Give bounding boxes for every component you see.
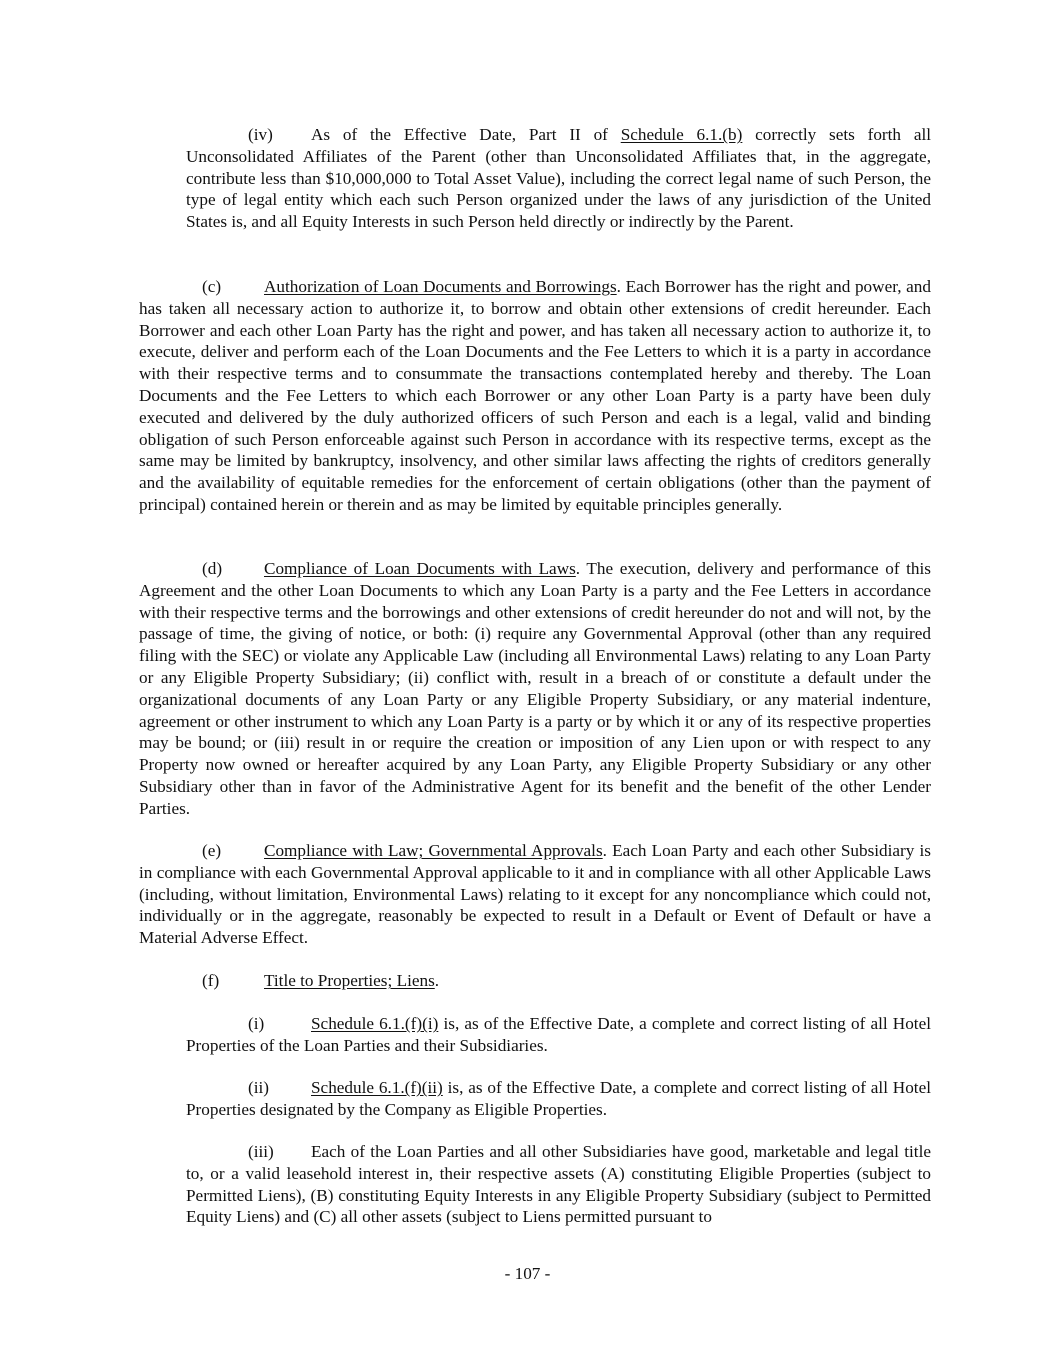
paragraph-text: Each of the Loan Parties and all other Subsidiaries have good, marketable and legal title to, or a valid leasehold interest in, their respective assets (A) constituting Eligible Properties (subject to Permitted Liens), (B) constituting Equity Interests in any Eligible Property Subsidiary (subject to Permitted Equity Liens) and (C) all other assets (subject to Liens permitted pursuant to xyxy=(186,1142,931,1227)
section-text: . Each Borrower has the right and power, and has taken all necessary action to authorize it, to borrow and obtain other extensions of credit hereunder. Each Borrower and each other Loan Party has the right and power, and has taken all necessary action to authorize it, to execute, deliver and perform each of the Loan Documents and the Fee Letters to which it is a party in accordance with their respective terms and to consummate the transactions contemplated hereby and thereby. The Loan Documents and the Fee Letters to which each Borrower or any other Loan Party is a party have been duly executed and delivered by the duly authorized officers of such Person and each is a legal, valid and binding obligation of such Person enforceable against such Person in accordance with its respective terms, except as the same may be limited by bankruptcy, insolvency, and other similar laws affecting the rights of creditors generally and the availability of equitable remedies for the enforcement of certain obligations (other than the payment of principal) contained herein or therein and as may be limited by equitable principles generally. xyxy=(139,277,931,514)
section-heading: Authorization of Loan Documents and Borrowings xyxy=(264,277,617,296)
paragraph-text: is, as of the Effective Date, a complete and correct listing of all Hotel Properties of the Loan Parties and their Subsidiaries. xyxy=(186,1014,931,1055)
section-heading: Compliance with Law; Governmental Approvals xyxy=(264,841,603,860)
section-e xyxy=(139,840,931,949)
section-text: . xyxy=(434,971,440,990)
schedule-reference: Schedule 6.1.(b) xyxy=(620,125,743,144)
paragraph-f-iii xyxy=(186,1141,931,1228)
section-c xyxy=(139,276,931,516)
paragraph-text: is, as of the Effective Date, a complete and correct listing of all Hotel Properties designated by the Company as Eligible Properties. xyxy=(186,1078,931,1119)
page-number: - 107 - xyxy=(504,1264,551,1283)
section-label: (d) xyxy=(202,559,223,578)
schedule-reference: Schedule 6.1.(f)(ii) xyxy=(311,1078,443,1097)
paragraph-f-ii xyxy=(186,1077,931,1121)
paragraph-label: (iv) xyxy=(248,125,273,144)
paragraph-label: (iii) xyxy=(248,1142,274,1161)
section-f xyxy=(139,970,931,992)
section-heading: Compliance of Loan Documents with Laws xyxy=(264,559,576,578)
section-text: . The execution, delivery and performance of this Agreement and the other Loan Documents to which any Loan Party is a party and the Fee Letters in accordance with their respective terms and the borrowings and other extensions of credit hereunder do not and will not, by the passage of time, the giving of notice, or both: (i) require any Governmental Approval (other than any required filing with the SEC) or violate any Applicable Law (including all Environmental Laws) relating to any Loan Party or any Eligible Property Subsidiary; (ii) conflict with, result in a breach of or constitute a default under the organizational documents of any Loan Party or any Eligible Property Subsidiary, or any material indenture, agreement or other instrument to which any Loan Party is a party or by which it or any of its respective properties may be bound; or (iii) result in or require the creation or imposition of any Lien upon or with respect to any Property now owned or hereafter acquired by any Loan Party, any Eligible Property Subsidiary or any other Subsidiary other than in favor of the Administrative Agent for its benefit and the benefit of the other Lender Parties. xyxy=(139,559,931,818)
section-d xyxy=(139,558,931,820)
section-heading: Title to Properties; Liens xyxy=(264,971,435,990)
section-text: . Each Loan Party and each other Subsidiary is in compliance with each Governmental Approval applicable to it and in compliance with all other Applicable Laws (including, without limitation, Environmental Laws) relating to it except for any noncompliance which could not, individually or in the aggregate, reasonably be expected to result in a Default or Event of Default or have a Material Adverse Effect. xyxy=(139,841,931,948)
schedule-reference: Schedule 6.1.(f)(i) xyxy=(311,1014,439,1033)
paragraph-text: correctly sets forth all Unconsolidated Affiliates of the Parent (other than Unconsolidated Affiliates that, in the aggregate, contribute less than $10,000,000 to Total Asset Value), including the correct legal name of such Person, the type of legal entity which each such Person organized under the laws of any jurisdiction of the United States is, and all Equity Interests in such Person held directly or indirectly by the Parent. xyxy=(186,125,931,232)
section-label: (c) xyxy=(202,277,222,296)
section-label: (f) xyxy=(202,971,220,990)
paragraph-f-i xyxy=(186,1013,931,1057)
paragraph-text: As of the Effective Date, Part II of xyxy=(311,125,621,144)
paragraph-label: (ii) xyxy=(248,1078,269,1097)
paragraph-label: (i) xyxy=(248,1014,265,1033)
paragraph-iv xyxy=(186,124,931,233)
section-label: (e) xyxy=(202,841,222,860)
